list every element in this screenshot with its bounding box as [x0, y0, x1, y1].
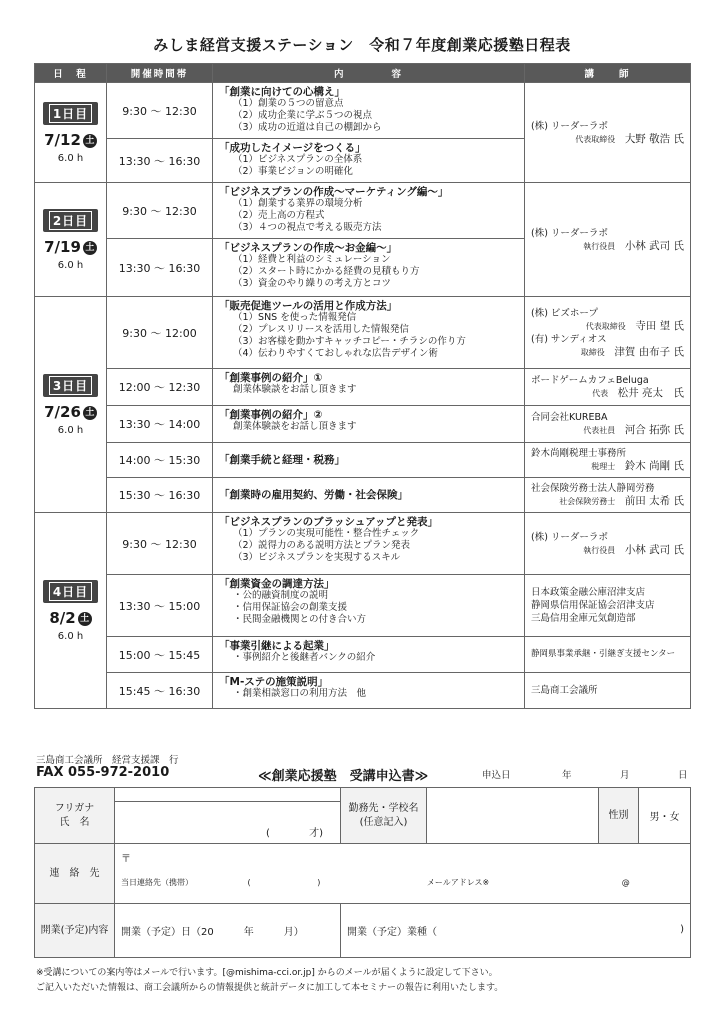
lecturer-role: 執行役員: [583, 241, 616, 251]
contact-label: 連 絡 先: [35, 844, 115, 904]
day-hours: 6.0 h: [57, 152, 84, 164]
lecturer-org: (株) リーダーラボ: [531, 227, 608, 239]
session-item: （1）SNS を使った情報発信: [233, 312, 357, 323]
session-item: （2）事業ビジョンの明確化: [233, 166, 353, 177]
session-content: [213, 513, 525, 575]
session-item: （1）プランの実現可能性・整合性チェック: [233, 528, 420, 539]
lecturer-cell: [525, 513, 691, 575]
lecturer-cell: [525, 183, 691, 297]
lecturer-cell: [525, 637, 691, 673]
lecturer-name: 寺田 望 氏: [635, 319, 684, 332]
session-content: [213, 673, 525, 709]
lecturer-name: 河合 拓弥 氏: [624, 424, 684, 436]
lecturer-org: (株) ビズホープ: [531, 307, 598, 319]
lecturer-org: 三島信用金庫元気創造部: [531, 613, 636, 624]
application-date-label: 申込日: [482, 770, 511, 781]
session-item: ・創業相談窓口の利用方法 他: [233, 688, 367, 699]
saturday-icon: 土: [83, 241, 97, 255]
lecturer-org: 静岡県信用保証協会沼津支店: [531, 600, 655, 611]
contact-field[interactable]: [115, 844, 691, 904]
note-privacy: ご記入いただいた情報は、商工会議所からの情報提供と統計データに加工して本セミナーの報告に利用いたします。: [36, 983, 504, 993]
lecturer-name: 前田 太希 氏: [624, 495, 684, 507]
workplace-note: (任意記入): [359, 816, 408, 828]
lecturer-role: 代表社員: [583, 426, 616, 435]
day-hours: 6.0 h: [57, 630, 84, 642]
lecturer-role: 取締役: [580, 347, 605, 357]
age-close: 才): [309, 828, 323, 839]
lecturer-org: (株) リーダーラボ: [531, 120, 608, 132]
session-title: 「創業に向けての心構え」: [219, 86, 345, 98]
session-title: 「ビジネスプランのブラッシュアップと発表」: [219, 516, 439, 528]
session-item: （3）ビジネスプランを実現するスキル: [233, 552, 401, 563]
day-cell: [35, 513, 107, 709]
at-mark: @: [621, 878, 630, 887]
day-cell: [35, 297, 107, 513]
lecturer-org: (株) リーダーラボ: [531, 531, 608, 543]
session-time: 15:30 〜 16:30: [107, 478, 213, 513]
session-item: （1）創業の５つの留意点: [233, 98, 344, 109]
workplace-field[interactable]: [427, 788, 599, 844]
session-title: 「ビジネスプランの作成〜マーケティング編〜」: [219, 186, 449, 198]
session-time: 13:30 〜 16:30: [107, 139, 213, 183]
session-content: [213, 239, 525, 297]
session-title: 「成功したイメージをつくる」: [219, 142, 366, 154]
workplace-label-cell: [341, 788, 427, 844]
session-content: [213, 478, 525, 513]
session-time: 14:00 〜 15:30: [107, 443, 213, 478]
session-title: 「創業事例の紹介」①: [219, 372, 323, 384]
session-time: 9:30 〜 12:00: [107, 297, 213, 369]
day-hours: 6.0 h: [57, 424, 84, 436]
form-sender: 三島商工会議所 経営支援課 行: [36, 755, 179, 766]
lecturer-org: 静岡県事業承継・引継ぎ支援センター: [531, 649, 676, 659]
session-item: （1）ビジネスプランの全体系: [233, 154, 363, 165]
session-time: 9:30 〜 12:30: [107, 513, 213, 575]
session-content: [213, 139, 525, 183]
day-label: 日: [678, 770, 688, 781]
session-title: 「事業引継による起業」: [219, 640, 335, 652]
session-item: （2）売上高の方程式: [233, 210, 325, 221]
session-item: （2）プレスリリースを活用した情報発信: [233, 324, 409, 335]
mail-label: メールアドレス※: [426, 878, 490, 887]
business-type-close: ): [680, 924, 684, 935]
session-time: 9:30 〜 12:30: [107, 83, 213, 139]
saturday-icon: 土: [83, 406, 97, 420]
business-label: 開業(予定)内容: [35, 904, 115, 958]
lecturer-cell: [525, 443, 691, 478]
day-date: 7/12 土: [35, 131, 106, 149]
lecturer-org: ボードゲームカフェBeluga: [531, 375, 649, 386]
lecturer-name: 津賀 由布子 氏: [614, 345, 684, 358]
lecturer-role: 税理士: [591, 462, 616, 471]
session-title: 「創業手続と経理・税務」: [219, 454, 345, 466]
header-time: 開催時間帯: [107, 64, 213, 83]
lecturer-org: 合同会社KUREBA: [531, 412, 608, 423]
age-open: (: [266, 828, 270, 839]
workplace-label: 勤務先・学校名: [348, 802, 419, 814]
session-time: 12:00 〜 12:30: [107, 369, 213, 406]
furigana-label: フリガナ: [54, 802, 95, 814]
session-title: 「創業資金の調達方法」: [219, 578, 335, 590]
lecturer-role: 代表取締役: [585, 321, 626, 331]
saturday-icon: 土: [83, 134, 97, 148]
session-content: [213, 443, 525, 478]
session-item: （2）スタート時にかかる経費の見積もり方: [233, 266, 420, 277]
session-item: ・公的融資制度の説明: [233, 590, 329, 601]
session-content: [213, 297, 525, 369]
lecturer-role: 代表: [592, 389, 609, 398]
furigana-field[interactable]: [115, 788, 341, 802]
session-time: 15:45 〜 16:30: [107, 673, 213, 709]
lecturer-cell: [525, 406, 691, 443]
note-email: ※受講についての案内等はメールで行います。[@mishima-cci.or.jp] からのメールが届くように設定して下さい。: [36, 968, 498, 978]
lecturer-role: 社会保険労務士: [559, 497, 616, 506]
lecturer-org: 鈴木尚剛税理士事務所: [531, 448, 627, 459]
session-item: （3）お客様を動かすキャッチコピー・チラシの作り方: [233, 336, 466, 347]
day-badge: 2日目: [43, 209, 98, 232]
lecturer-name: 松井 亮太 氏: [617, 387, 684, 399]
lecturer-cell: [525, 369, 691, 406]
schedule-table: [34, 63, 691, 709]
lecturer-role: 代表取締役: [575, 134, 616, 144]
application-form: [34, 787, 691, 958]
session-item: （3）成功の近道は自己の棚卸から: [233, 122, 382, 133]
lecturer-cell: [525, 478, 691, 513]
session-title: 「ビジネスプランの作成〜お金編〜」: [219, 242, 398, 254]
session-item: （3）資金のやり繰りの考え方とコツ: [233, 278, 392, 289]
month-label: 月: [620, 770, 630, 781]
lecturer-cell: [525, 297, 691, 369]
session-item: （2）成功企業に学ぶ５つの視点: [233, 110, 373, 121]
session-content: [213, 183, 525, 239]
lecturer-cell: [525, 83, 691, 183]
session-time: 13:30 〜 15:00: [107, 575, 213, 637]
session-item: ・民間金融機関との付き合い方: [233, 614, 367, 625]
day-cell: [35, 183, 107, 297]
session-item: （1）創業する業界の環境分析: [233, 198, 363, 209]
lecturer-org: 三島商工会議所: [531, 685, 598, 696]
session-content: [213, 369, 525, 406]
session-time: 15:00 〜 15:45: [107, 637, 213, 673]
lecturer-role: 執行役員: [583, 545, 616, 555]
lecturer-org: (有) サンディオス: [531, 333, 607, 345]
session-item: 創業体験談をお話し頂きます: [233, 384, 357, 395]
lecturer-cell: [525, 575, 691, 637]
phone-open: (: [247, 878, 251, 887]
session-item: （3）４つの視点で考える販売方法: [233, 222, 382, 233]
session-title: 「M-ステの施策説明」: [219, 676, 329, 688]
session-time: 13:30 〜 16:30: [107, 239, 213, 297]
header-content: 内 容: [213, 64, 525, 83]
session-item: 創業体験談をお話し頂きます: [233, 421, 357, 432]
session-content: [213, 575, 525, 637]
name-label-cell: [35, 788, 115, 844]
fax-number: FAX 055-972-2010: [36, 765, 170, 780]
session-item: （4）伝わりやすくておしゃれな広告デザイン術: [233, 348, 438, 359]
lecturer-org: 社会保険労務士法人静岡労務: [531, 483, 655, 494]
session-time: 13:30 〜 14:00: [107, 406, 213, 443]
business-type-field[interactable]: [341, 904, 691, 958]
day-hours: 6.0 h: [57, 259, 84, 271]
lecturer-name: 小林 武司 氏: [624, 239, 684, 252]
lecturer-cell: [525, 673, 691, 709]
lecturer-name: 大野 敬浩 氏: [624, 132, 684, 145]
lecturer-name: 鈴木 尚剛 氏: [624, 460, 684, 472]
session-content: [213, 406, 525, 443]
session-time: 9:30 〜 12:30: [107, 183, 213, 239]
business-date-field[interactable]: 開業（予定）日（20 年 月）: [115, 904, 341, 958]
gender-label: 性別: [599, 788, 639, 844]
phone-label: 当日連絡先（携帯）: [121, 878, 193, 887]
page-title: みしま経営支援ステーション 令和７年度創業応援塾日程表: [153, 36, 571, 54]
name-label: 氏 名: [59, 816, 90, 828]
day-badge: 3日目: [43, 374, 98, 397]
name-field[interactable]: [115, 802, 341, 844]
session-content: [213, 83, 525, 139]
session-title: 「創業時の雇用契約、労働・社会保険」: [219, 489, 408, 501]
session-title: 「創業事例の紹介」②: [219, 409, 323, 421]
day-cell: [35, 83, 107, 183]
lecturer-name: 小林 武司 氏: [624, 543, 684, 556]
session-item: ・事例紹介と後継者バンクの紹介: [233, 652, 376, 663]
day-date: 8/2 土: [35, 609, 106, 627]
session-content: [213, 637, 525, 673]
session-item: （1）経費と利益のシミュレーション: [233, 254, 391, 265]
day-date: 7/26 土: [35, 403, 106, 421]
header-date: 日 程: [35, 64, 107, 83]
saturday-icon: 土: [78, 612, 92, 626]
gender-options[interactable]: 男・女: [639, 788, 691, 844]
phone-close: ): [317, 878, 321, 887]
day-date: 7/19 土: [35, 238, 106, 256]
year-label: 年: [562, 770, 572, 781]
session-item: （2）説得力のある説明方法とプラン発表: [233, 540, 411, 551]
business-type-label: 開業（予定）業種（: [347, 927, 437, 938]
postal-mark: 〒: [121, 854, 131, 865]
day-badge: 4日目: [43, 580, 98, 603]
session-item: ・信用保証協会の創業支援: [233, 602, 348, 613]
day-badge: 1日目: [43, 102, 98, 125]
session-title: 「販売促進ツールの活用と作成方法」: [219, 300, 398, 312]
lecturer-org: 日本政策金融公庫沼津支店: [531, 587, 646, 598]
form-title: ≪創業応援塾 受講申込書≫: [258, 769, 429, 784]
header-lecturer: 講 師: [525, 64, 691, 83]
